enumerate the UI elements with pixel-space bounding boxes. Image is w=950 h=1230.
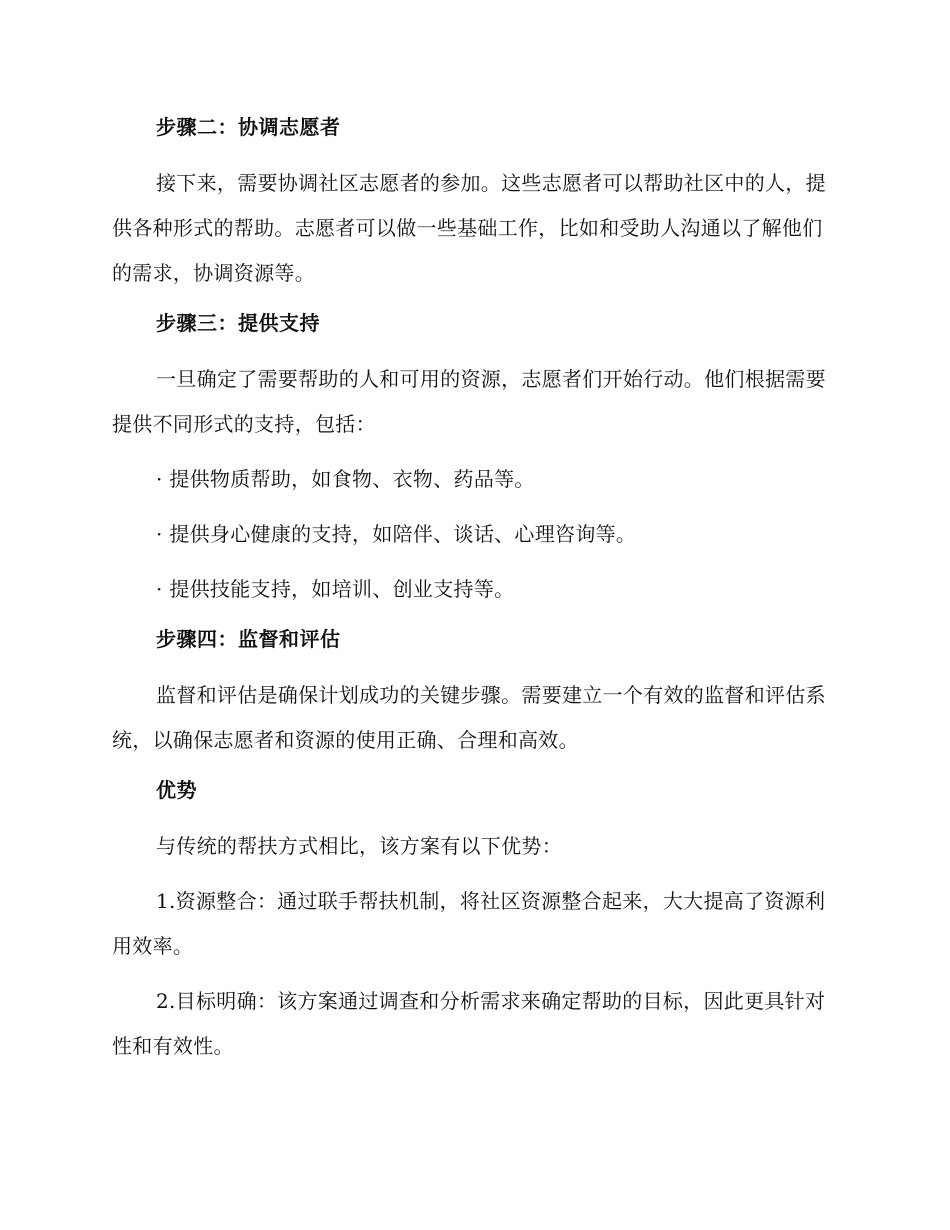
document-page: [112, 110, 832, 1069]
step3-heading: 步骤三：提供支持: [156, 311, 320, 335]
step3-bullet-3: · 提供技能支持，如培训、创业支持等。: [156, 577, 515, 601]
advantage-item-1: 1.资源整合：通过联手帮扶机制，将社区资源整合起来，大大提高了资源利用效率。: [112, 889, 826, 958]
step3-bullet-2: · 提供身心健康的支持，如陪伴、谈话、心理咨询等。: [156, 522, 637, 546]
step2-paragraph: 接下来，需要协调社区志愿者的参加。这些志愿者可以帮助社区中的人，提供各种形式的帮助。志愿者可以做一些基础工作，比如和受助人沟通以了解他们的需求，协调资源等。: [112, 171, 826, 285]
step3-paragraph: 一旦确定了需要帮助的人和可用的资源，志愿者们开始行动。他们根据需要提供不同形式的支持，包括：: [112, 367, 826, 436]
advantages-intro: 与传统的帮扶方式相比，该方案有以下优势：: [156, 834, 562, 858]
step4-heading: 步骤四：监督和评估: [156, 627, 341, 651]
advantage-item-2: 2.目标明确：该方案通过调查和分析需求来确定帮助的目标，因此更具针对性和有效性。: [112, 989, 826, 1058]
step4-paragraph: 监督和评估是确保计划成功的关键步骤。需要建立一个有效的监督和评估系统，以确保志愿者和资源的使用正确、合理和高效。: [112, 683, 826, 752]
step2-heading: 步骤二：协调志愿者: [156, 115, 341, 139]
step3-bullet-1: · 提供物质帮助，如食物、衣物、药品等。: [156, 467, 535, 491]
advantages-heading: 优势: [156, 778, 197, 802]
